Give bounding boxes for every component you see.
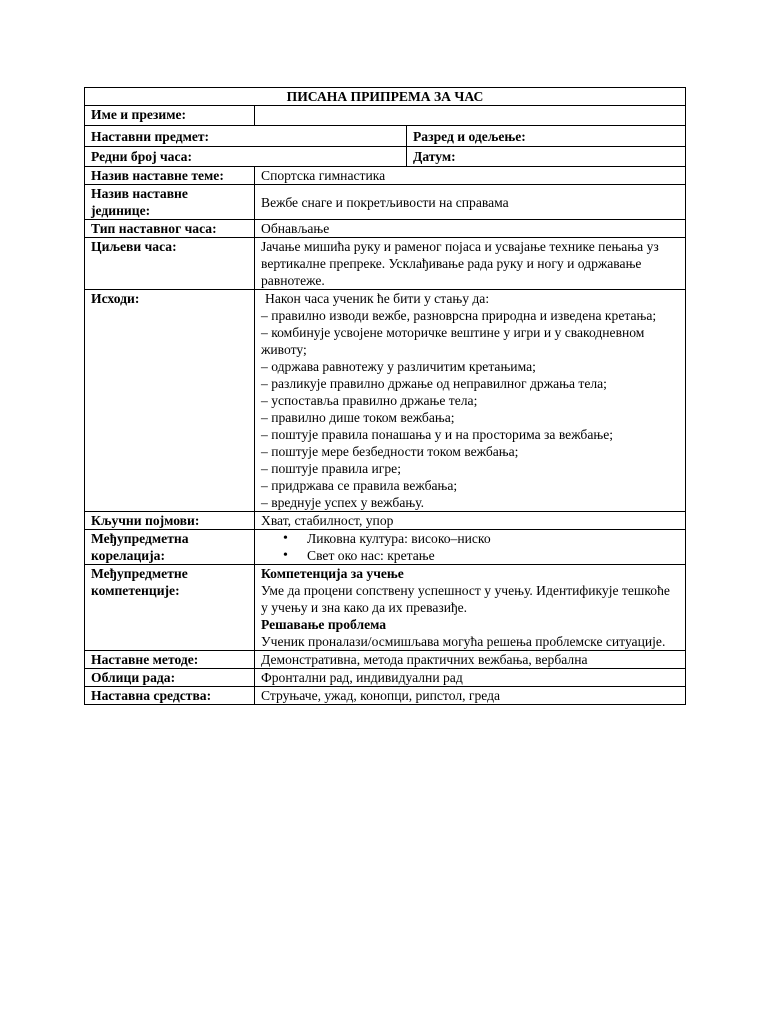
name-row [85, 106, 686, 126]
goals-label: Циљеви часа: [85, 238, 255, 290]
outcome-item: – поштује правила понашања у и на просторима за вежбање; [261, 427, 614, 442]
competencies-row [85, 565, 686, 651]
aids-label: Наставна средства: [85, 687, 255, 705]
keywords-row [85, 512, 686, 530]
correlation-item: • Свет око нас: кретање [261, 547, 679, 564]
topic-value: Спортска гимнастика [255, 167, 686, 185]
unit-value: Вежбе снаге и покретљивости на справама [255, 185, 686, 220]
unit-label: Назив наставне јединице: [85, 185, 255, 220]
goals-row [85, 238, 686, 290]
outcome-item: – правилно изводи вежбе, разноврсна природна и изведена кретања; [261, 308, 657, 323]
outcome-item: – правилно дише током вежбања; [261, 410, 455, 425]
competencies-label: Међупредметне компетенције: [85, 565, 255, 651]
outcome-item: – вреднује успех у вежбању. [261, 495, 425, 510]
unit-row [85, 185, 686, 220]
correlation-cell [255, 530, 686, 565]
competence-problem-text: Ученик проналази/осмишљава могућа решења проблемске ситуације. [261, 634, 666, 649]
competence-learning-text: Уме да процени сопствену успешност у учењу. Идентификује тешкоће у учењу и зна како да их превазиђе. [261, 583, 670, 615]
outcome-item: – поштује мере безбедности током вежбања; [261, 444, 519, 459]
aids-value: Струњаче, ужад, конопци, рипстол, греда [255, 687, 686, 705]
forms-label: Облици рада: [85, 669, 255, 687]
keywords-value: Хват, стабилност, упор [255, 512, 686, 530]
name-field[interactable] [255, 106, 686, 126]
methods-value: Демонстративна, метода практичних вежбања, вербална [255, 651, 686, 669]
outcome-item: – придржава се правила вежбања; [261, 478, 458, 493]
outcomes-cell [255, 290, 686, 512]
subject-row [85, 126, 686, 147]
topic-label: Назив наставне теме: [85, 167, 255, 185]
outcome-item: – комбинује усвојене моторичке вештине у игри и у свакодневном животу; [261, 325, 645, 357]
outcomes-intro: Након часа ученик ће бити у стању да: [265, 291, 490, 306]
outcomes-label: Исходи: [85, 290, 255, 512]
correlation-list [261, 530, 679, 564]
lesson-plan-table [84, 87, 686, 705]
correlation-label: Међупредметна корелација: [85, 530, 255, 565]
keywords-label: Кључни појмови: [85, 512, 255, 530]
type-value: Обнављање [255, 220, 686, 238]
document-title: ПИСАНА ПРИПРЕМА ЗА ЧАС [85, 88, 686, 106]
methods-row [85, 651, 686, 669]
competencies-cell [255, 565, 686, 651]
forms-row [85, 669, 686, 687]
lesson-number-row [85, 147, 686, 167]
goals-value: Јачање мишића руку и раменог појаса и усвајање технике пењања уз вертикалне препреке. Усклађивање рада руку и ногу и одржавање равнотеже. [255, 238, 686, 290]
aids-row [85, 687, 686, 705]
competence-learning-title: Компетенција за учење [261, 566, 404, 581]
forms-value: Фронтални рад, индивидуални рад [255, 669, 686, 687]
topic-row [85, 167, 686, 185]
subject-label: Наставни предмет: [85, 126, 407, 147]
competence-problem-title: Решавање проблема [261, 617, 387, 632]
name-label: Име и презиме: [85, 106, 255, 126]
correlation-row [85, 530, 686, 565]
outcome-item: – разликује правилно држање од неправилног држања тела; [261, 376, 607, 391]
type-row [85, 220, 686, 238]
type-label: Тип наставног часа: [85, 220, 255, 238]
outcome-item: – успоставља правилно држање тела; [261, 393, 478, 408]
outcome-item: – одржава равнотежу у различитим кретањима; [261, 359, 536, 374]
title-row [85, 88, 686, 106]
lesson-number-label: Редни број часа: [85, 147, 407, 167]
methods-label: Наставне методе: [85, 651, 255, 669]
outcomes-row [85, 290, 686, 512]
outcome-item: – поштује правила игре; [261, 461, 401, 476]
date-label: Датум: [407, 147, 686, 167]
grade-label: Разред и одељење: [407, 126, 686, 147]
correlation-item: • Ликовна култура: високо–ниско [261, 530, 679, 547]
